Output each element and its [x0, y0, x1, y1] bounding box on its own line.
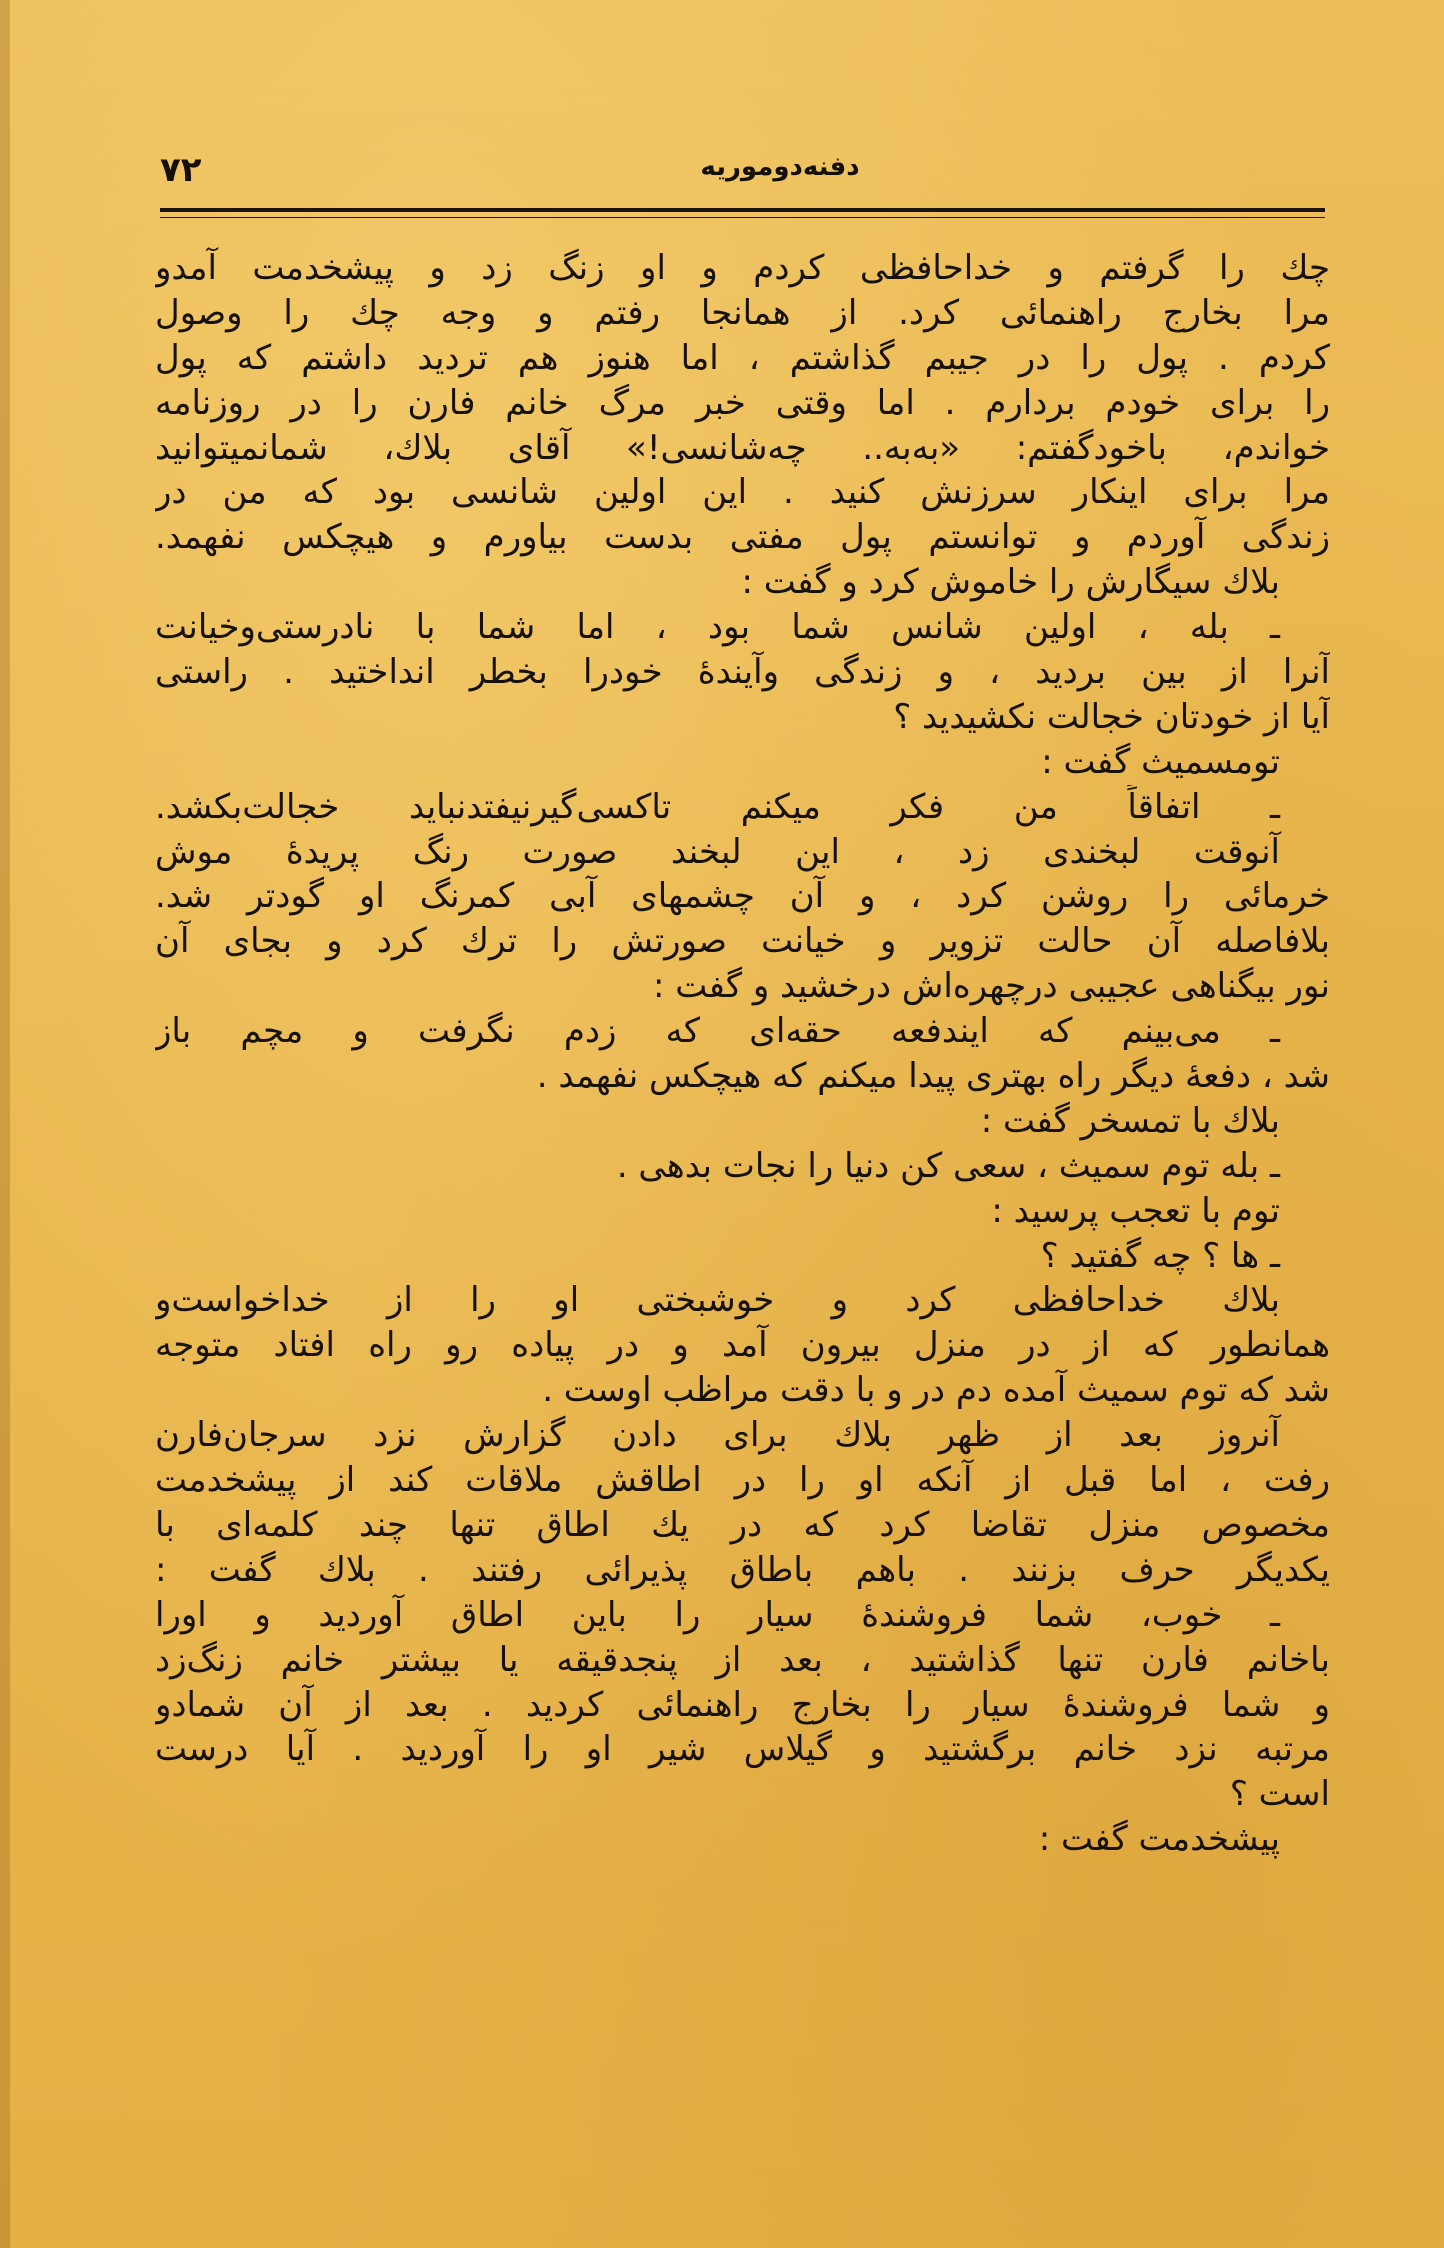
- text-line: ـ اتفاقاً من فکر میکنم تاکسی‌گیرنیفتدنباید خجالت‌بکشد.: [155, 786, 1280, 827]
- text-line: بلاك سیگارش را خاموش کرد و گفت :: [741, 562, 1280, 603]
- header-rule: [160, 208, 1325, 212]
- text-line: شد که توم سمیث آمده دم در و با دقت مراظب اوست .: [542, 1370, 1330, 1411]
- text-line: چك را گرفتم و خداحافظی کردم و او زنگ زد و پیشخدمت آمدو: [155, 248, 1330, 288]
- text-line: مرا برای اینکار سرزنش کنید . این اولین شانسی بود که من در: [155, 472, 1330, 513]
- text-line: ـ بله ، اولین شانس شما بود ، اما شما با نادرستی‌وخیانت: [155, 607, 1280, 648]
- text-line: یکدیگر حرف بزنند . باهم باطاق پذیرائی رفتند . بلاك گفت :: [155, 1549, 1330, 1590]
- text-line: ـ ها ؟ چه گفتید ؟: [1040, 1235, 1280, 1276]
- text-line: کردم . پول را در جیبم گذاشتم ، اما هنوز هم تردید داشتم که پول: [155, 337, 1330, 378]
- text-line: و شما فروشندهٔ سیار را بخارج راهنمائی کردید . بعد از آن شمادو: [155, 1684, 1330, 1725]
- text-line: آیا از خودتان خجالت نکشیدید ؟: [893, 696, 1330, 737]
- text-line: آنروز بعد از ظهر بلاك برای دادن گزارش نزد سرجان‌فارن: [155, 1415, 1280, 1456]
- text-line: مخصوص منزل تقاضا کرد که در یك اطاق تنها چند کلمه‌ای با: [155, 1504, 1330, 1545]
- text-line: است ؟: [1229, 1774, 1330, 1815]
- running-title: دفنه‌دوموریه: [700, 152, 860, 182]
- text-line: باخانم فارن تنها گذاشتید ، بعد از پنجدقیقه یا بیشتر خانم زنگ‌زد: [155, 1639, 1330, 1680]
- text-line: آنرا از بین بردید ، و زندگی وآیندهٔ خودرا بخطر انداختید . راستی: [155, 652, 1330, 693]
- text-line: نور بیگناهی عجیبی درچهره‌اش درخشید و گفت :: [652, 966, 1330, 1007]
- text-line: ـ خوب، شما فروشندهٔ سیار را باین اطاق آوردید و اورا: [155, 1594, 1280, 1635]
- text-line: ـ بله توم سمیث ، سعی کن دنیا را نجات بدهی .: [616, 1145, 1280, 1186]
- page-header: [160, 150, 1320, 190]
- header-rule-thin: [160, 217, 1325, 218]
- text-line: را برای خودم بردارم . اما وقتی خبر مرگ خانم فارن را در روزنامه: [155, 382, 1330, 423]
- text-line: رفت ، اما قبل از آنکه او را در اطاقش ملاقات کند از پیشخدمت: [155, 1460, 1330, 1501]
- text-line: پیشخدمت گفت :: [1038, 1819, 1280, 1860]
- text-line: مرتبه نزد خانم برگشتید و گیلاس شیر او را آوردید . آیا درست: [155, 1729, 1330, 1770]
- text-line: بلافاصله آن حالت تزویر و خیانت صورتش را ترك کرد و بجای آن: [155, 921, 1330, 962]
- text-line: تومسمیث گفت :: [1041, 741, 1280, 782]
- text-line: آنوقت لبخندی زد ، این لبخند صورت رنگ پریدهٔ موش: [155, 831, 1280, 872]
- text-line: خرمائی را روشن کرد ، و آن چشمهای آبی کمرنگ او گودتر شد.: [155, 876, 1330, 917]
- text-line: بلاك با تمسخر گفت :: [980, 1100, 1280, 1141]
- text-line: زندگی آوردم و توانستم پول مفتی بدست بیاورم و هیچکس نفهمد.: [155, 517, 1330, 558]
- text-line: همانطور که از در منزل بیرون آمد و در پیاده رو راه افتاد متوجه: [155, 1325, 1330, 1366]
- page-number: ۷۲: [160, 150, 202, 190]
- text-line: مرا بخارج راهنمائی کرد. از همانجا رفتم و وجه چك را وصول: [155, 292, 1330, 333]
- text-line: شد ، دفعهٔ دیگر راه بهتری پیدا میکنم که هیچکس نفهمد .: [536, 1056, 1330, 1097]
- text-line: توم با تعجب پرسید :: [991, 1190, 1280, 1231]
- text-line: ـ می‌بینم که ایندفعه حقه‌ای که زدم نگرفت و مچم باز: [155, 1011, 1280, 1052]
- text-line: بلاك خداحافظی کرد و خوشبختی او را از خداخواست‌و: [155, 1280, 1280, 1321]
- body-text: [155, 246, 1330, 1862]
- text-line: خواندم، باخودگفتم: «به‌به.. چه‌شانسی!» آقای بلاك، شمانمیتوانید: [155, 427, 1330, 468]
